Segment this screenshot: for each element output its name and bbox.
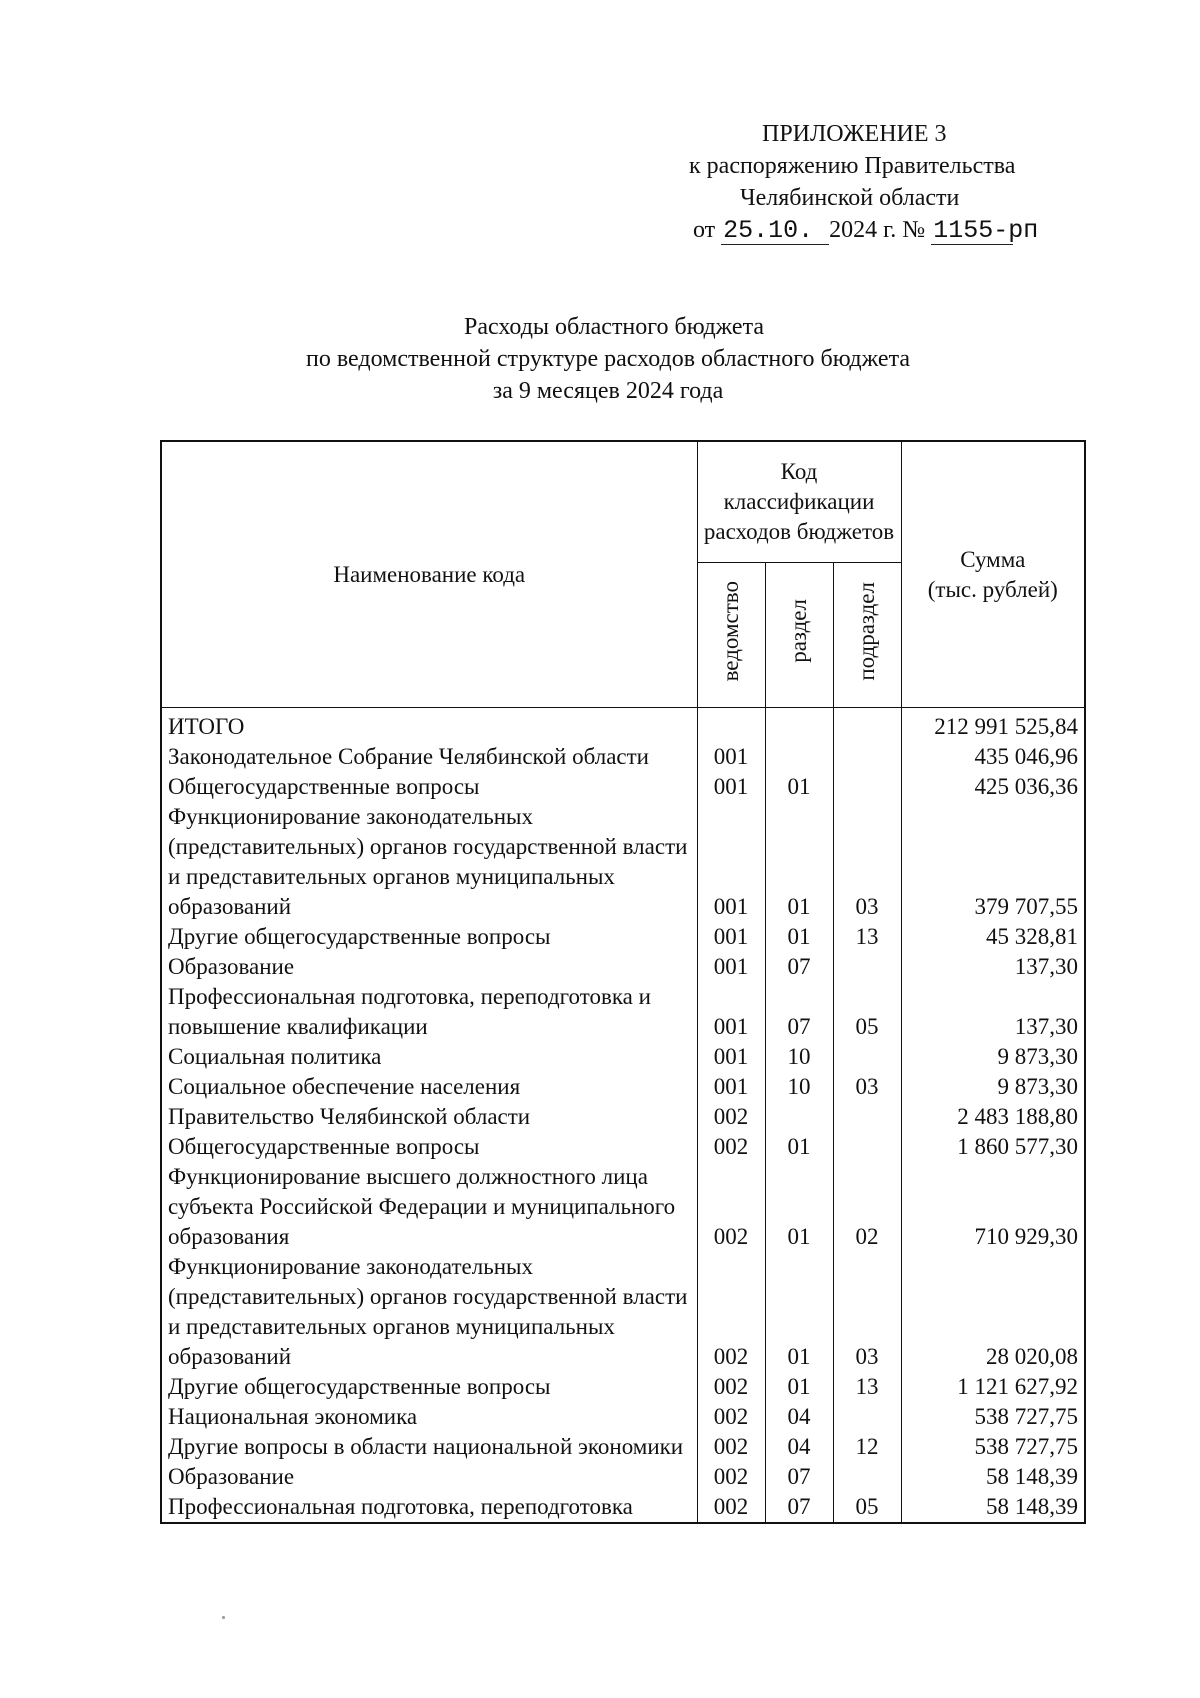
row-department-code: 001 — [697, 742, 765, 772]
row-name: Образование — [161, 952, 697, 982]
row-department-code: 002 — [697, 1252, 765, 1372]
title-line-1: Расходы областного бюджета — [463, 314, 765, 340]
header-sum-line2: (тыс. рублей) — [927, 576, 1058, 602]
table-row — [161, 1402, 1085, 1432]
table-row — [161, 1372, 1085, 1402]
row-section-code: 01 — [765, 1372, 833, 1402]
table-header — [161, 441, 1085, 708]
header-section — [765, 563, 833, 708]
header-department-label: ведомство — [718, 580, 743, 682]
row-name: Другие общегосударственные вопросы — [161, 922, 697, 952]
row-section-code — [765, 742, 833, 772]
table-row — [161, 1102, 1085, 1132]
title-line-3: за 9 месяцев 2024 года — [492, 378, 724, 404]
table-row — [161, 1072, 1085, 1102]
row-section-code: 04 — [765, 1402, 833, 1432]
row-department-code: 002 — [697, 1102, 765, 1132]
row-department-code: 002 — [697, 1492, 765, 1523]
row-section-code: 01 — [765, 922, 833, 952]
row-subsection-code — [833, 772, 901, 802]
row-department-code: 002 — [697, 1132, 765, 1162]
row-section-code — [765, 1102, 833, 1132]
year-number-label: 2024 г. № — [829, 217, 926, 243]
handwritten-number: 1155-рп — [933, 216, 1039, 245]
row-amount: 45 328,81 — [901, 922, 1085, 952]
row-department-code: 001 — [697, 1042, 765, 1072]
table-row — [161, 952, 1085, 982]
row-name: Образование — [161, 1462, 697, 1492]
header-subsection-label: подраздел — [854, 581, 879, 681]
row-name: Другие общегосударственные вопросы — [161, 1372, 697, 1402]
appendix-header — [0, 118, 1200, 258]
row-name: Функционирование законодательных (представительных) органов государственной власти и представительных органов муниципальных образований — [161, 802, 697, 922]
table-row — [161, 1432, 1085, 1462]
row-amount: 58 148,39 — [901, 1462, 1085, 1492]
row-department-code: 001 — [697, 802, 765, 922]
scan-speck — [222, 1616, 225, 1619]
table-row — [161, 1132, 1085, 1162]
row-amount: 379 707,55 — [901, 802, 1085, 922]
row-subsection-code: 05 — [833, 1492, 901, 1523]
row-name: Социальная политика — [161, 1042, 697, 1072]
row-name: Правительство Челябинской области — [161, 1102, 697, 1132]
row-amount: 28 020,08 — [901, 1252, 1085, 1372]
row-section-code: 01 — [765, 802, 833, 922]
row-amount: 435 046,96 — [901, 742, 1085, 772]
row-subsection-code: 05 — [833, 982, 901, 1042]
row-subsection-code: 02 — [833, 1162, 901, 1252]
row-department-code: 002 — [697, 1162, 765, 1252]
appendix-line-date — [693, 214, 1039, 246]
document-title — [0, 311, 1200, 407]
row-amount: 58 148,39 — [901, 1492, 1085, 1523]
row-section-code: 07 — [765, 952, 833, 982]
header-code-group: Код классификации расходов бюджетов — [697, 441, 901, 563]
table-row — [161, 922, 1085, 952]
row-subsection-code: 12 — [833, 1432, 901, 1462]
row-section-code: 07 — [765, 982, 833, 1042]
row-section-code: 01 — [765, 1132, 833, 1162]
row-amount: 425 036,36 — [901, 772, 1085, 802]
row-amount: 137,30 — [901, 952, 1085, 982]
header-subsection — [833, 563, 901, 708]
appendix-title: ПРИЛОЖЕНИЕ 3 — [762, 121, 947, 147]
table-row — [161, 802, 1085, 922]
row-department-code: 002 — [697, 1402, 765, 1432]
row-subsection-code: 03 — [833, 1252, 901, 1372]
row-amount: 137,30 — [901, 982, 1085, 1042]
row-amount: 9 873,30 — [901, 1072, 1085, 1102]
row-subsection-code — [833, 708, 901, 743]
table-row — [161, 772, 1085, 802]
row-name: ИТОГО — [161, 708, 697, 743]
table-row — [161, 1042, 1085, 1072]
row-subsection-code — [833, 1132, 901, 1162]
appendix-line-order: к распоряжению Правительства — [689, 153, 1016, 179]
row-section-code: 07 — [765, 1492, 833, 1523]
row-name: Функционирование высшего должностного лица субъекта Российской Федерации и муниципального образования — [161, 1162, 697, 1252]
header-section-label: раздел — [786, 599, 811, 663]
appendix-line-region: Челябинской области — [740, 185, 960, 211]
title-line-2: по ведомственной структуре расходов областного бюджета — [306, 346, 910, 372]
row-amount: 710 929,30 — [901, 1162, 1085, 1252]
row-subsection-code: 13 — [833, 1372, 901, 1402]
row-name: Другие вопросы в области национальной экономики — [161, 1432, 697, 1462]
row-section-code: 07 — [765, 1462, 833, 1492]
row-name: Функционирование законодательных (представительных) органов государственной власти и представительных органов муниципальных образований — [161, 1252, 697, 1372]
table-body — [161, 708, 1085, 1524]
row-section-code: 01 — [765, 1252, 833, 1372]
row-subsection-code: 03 — [833, 1072, 901, 1102]
table-row — [161, 1162, 1085, 1252]
row-subsection-code — [833, 952, 901, 982]
row-department-code — [697, 708, 765, 743]
row-name: Общегосударственные вопросы — [161, 1132, 697, 1162]
row-department-code: 001 — [697, 1072, 765, 1102]
row-section-code: 10 — [765, 1072, 833, 1102]
row-department-code: 002 — [697, 1432, 765, 1462]
row-department-code: 002 — [697, 1462, 765, 1492]
table-row — [161, 982, 1085, 1042]
row-section-code — [765, 708, 833, 743]
row-section-code: 04 — [765, 1432, 833, 1462]
header-sum — [901, 441, 1085, 708]
row-subsection-code: 03 — [833, 802, 901, 922]
row-amount: 1 860 577,30 — [901, 1132, 1085, 1162]
row-subsection-code — [833, 1042, 901, 1072]
row-amount: 9 873,30 — [901, 1042, 1085, 1072]
from-label: от — [693, 217, 716, 243]
row-department-code: 001 — [697, 982, 765, 1042]
table-row — [161, 1492, 1085, 1523]
header-department — [697, 563, 765, 708]
row-name: Социальное обеспечение населения — [161, 1072, 697, 1102]
row-section-code: 01 — [765, 1162, 833, 1252]
row-amount: 538 727,75 — [901, 1402, 1085, 1432]
row-department-code: 001 — [697, 922, 765, 952]
row-amount: 212 991 525,84 — [901, 708, 1085, 743]
row-department-code: 001 — [697, 952, 765, 982]
table-row — [161, 708, 1085, 743]
header-sum-line1: Сумма — [960, 546, 1026, 572]
row-subsection-code — [833, 1402, 901, 1432]
row-name: Национальная экономика — [161, 1402, 697, 1432]
row-subsection-code: 13 — [833, 922, 901, 952]
row-amount: 538 727,75 — [901, 1432, 1085, 1462]
row-amount: 1 121 627,92 — [901, 1372, 1085, 1402]
row-name: Общегосударственные вопросы — [161, 772, 697, 802]
row-amount: 2 483 188,80 — [901, 1102, 1085, 1132]
row-name: Профессиональная подготовка, переподготовка и повышение квалификации — [161, 982, 697, 1042]
row-name: Профессиональная подготовка, переподготовка — [161, 1492, 697, 1523]
handwritten-date: 25.10. — [721, 218, 829, 245]
row-department-code: 002 — [697, 1372, 765, 1402]
table-row — [161, 1252, 1085, 1372]
row-name: Законодательное Собрание Челябинской области — [161, 742, 697, 772]
table-row — [161, 1462, 1085, 1492]
row-section-code: 10 — [765, 1042, 833, 1072]
table-row — [161, 742, 1085, 772]
row-department-code: 001 — [697, 772, 765, 802]
row-section-code: 01 — [765, 772, 833, 802]
row-subsection-code — [833, 742, 901, 772]
budget-table — [160, 440, 1086, 1524]
header-name: Наименование кода — [161, 441, 697, 708]
row-subsection-code — [833, 1462, 901, 1492]
row-subsection-code — [833, 1102, 901, 1132]
